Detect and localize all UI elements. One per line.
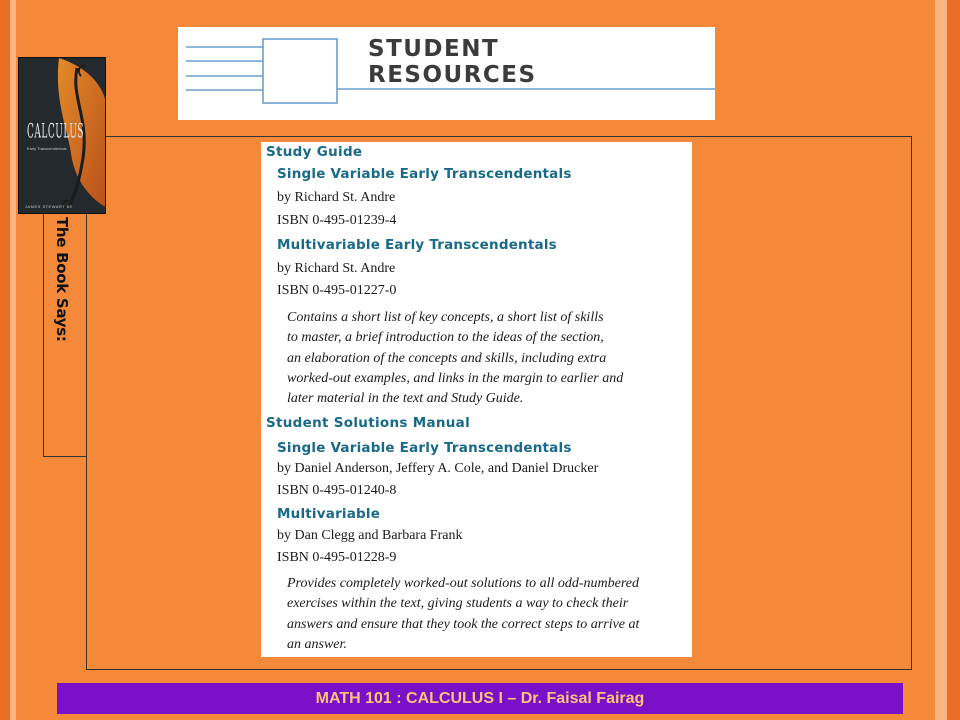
study-guide-book-author: by Richard St. Andre [277, 261, 396, 276]
study-guide-book-title: Multivariable Early Transcendentals [277, 237, 557, 253]
description-line: worked-out examples, and links in the margin to earlier and [287, 370, 624, 386]
study-guide-description [287, 308, 623, 409]
study-guide-heading: Study Guide [266, 144, 363, 160]
side-label [47, 217, 71, 342]
solutions-manual-heading: Student Solutions Manual [266, 415, 471, 431]
solutions-manual-book-author: by Dan Clegg and Barbara Frank [277, 528, 463, 543]
cover-subtitle: Early Transcendentals [27, 146, 67, 151]
cover-author: JAMES STEWART 6E [25, 204, 73, 209]
description-line: answers and ensure that they took the correct steps to arrive at [287, 616, 640, 632]
calculus-book-cover [18, 57, 106, 214]
solutions-manual-book-title: Multivariable [277, 506, 381, 522]
side-label-text: The Book Says: [53, 217, 71, 342]
solutions-manual-book-isbn: ISBN 0-495-01228-9 [277, 550, 397, 565]
description-line: an answer. [287, 636, 347, 652]
description-line: Contains a short list of key concepts, a short list of skills [287, 310, 604, 325]
solutions-manual-book-isbn: ISBN 0-495-01240-8 [277, 483, 397, 498]
banner-title-line1: STUDENT [368, 36, 500, 62]
footer-bar [57, 683, 903, 714]
right-border-stripe [947, 0, 960, 720]
left-border-stripe-light [10, 0, 16, 720]
description-line: Provides completely worked-out solutions to all odd-numbered [287, 576, 640, 591]
study-guide-book-title: Single Variable Early Transcendentals [277, 166, 572, 182]
description-line: later material in the text and Study Guide. [287, 391, 524, 407]
banner-title-line2: RESOURCES [368, 62, 537, 88]
resources-panel [261, 142, 692, 657]
left-border-stripe [0, 0, 10, 720]
study-guide-book-author: by Richard St. Andre [277, 190, 396, 205]
solutions-manual-description [287, 574, 639, 655]
study-guide-book-isbn: ISBN 0-495-01239-4 [277, 213, 397, 228]
solutions-manual-book-author: by Daniel Anderson, Jeffery A. Cole, and Daniel Drucker [277, 461, 599, 476]
cover-title: CALCULUS [27, 122, 85, 144]
description-line: to master, a brief introduction to the ideas of the section, [287, 330, 604, 346]
student-resources-banner [178, 27, 715, 120]
footer-course-title: MATH 101 : CALCULUS I – Dr. Faisal Fairag [315, 690, 645, 707]
right-border-stripe-light [935, 0, 947, 720]
solutions-manual-book-title: Single Variable Early Transcendentals [277, 440, 572, 456]
description-line: an elaboration of the concepts and skills, including extra [287, 350, 607, 366]
study-guide-book-isbn: ISBN 0-495-01227-0 [277, 283, 397, 298]
description-line: exercises within the text, giving students a way to check their [287, 596, 629, 612]
